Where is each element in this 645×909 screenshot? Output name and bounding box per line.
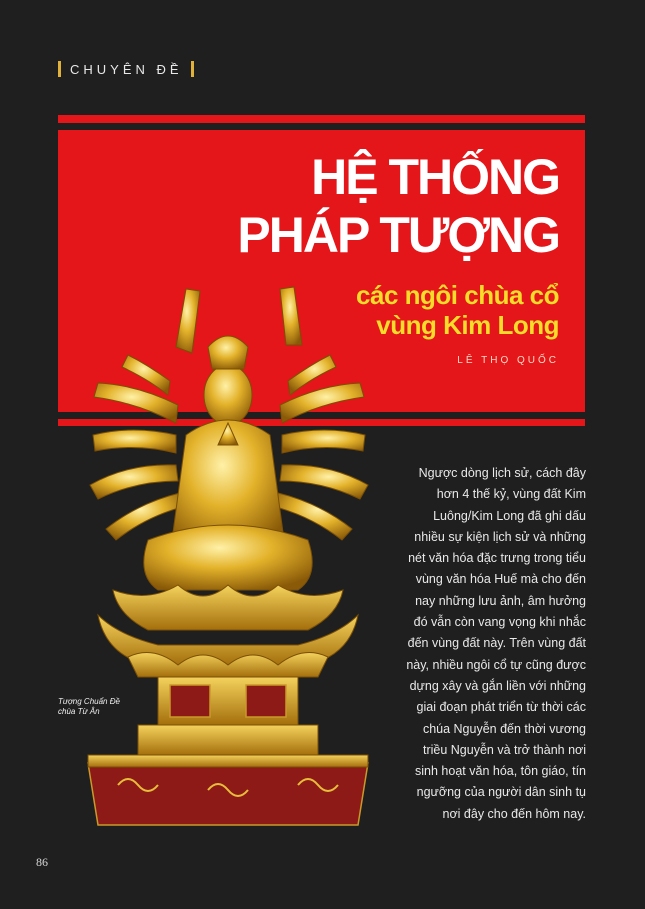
buddha-statue-photo: [58, 285, 390, 845]
article-title: [237, 148, 559, 264]
kicker-bar-left: [58, 61, 61, 77]
title-line-2: PHÁP TƯỢNG: [237, 207, 559, 263]
section-kicker: [58, 59, 194, 79]
article-body: [404, 463, 586, 825]
body-paragraph: Ngược dòng lịch sử, cách đây hơn 4 thế kỷ, vùng đất Kim Luông/Kim Long đã ghi dấu nhiều sự kiện lịch sử và những nét văn hóa đặc trưng trong tiểu vùng văn hóa Huế mà cho đến nay những lưu ảnh, âm hưởng đó vẫn còn vang vọng khi nhắc đến vùng đất này. Trên vùng đất này, nhiều ngôi cổ tự cũng được dựng xây và gắn liền với những giai đoạn phát triển từ thời các chúa Nguyễn đến thời vương triều Nguyễn và trở thành nơi sinh hoạt văn hóa, tôn giáo, tín ngưỡng của người dân sinh tụ nơi đây cho đến hôm nay.: [406, 466, 586, 821]
kicker-bar-right: [191, 61, 194, 77]
top-red-rule: [58, 115, 585, 123]
photo-caption: Tượng Chuẩn Đề chùa Từ Ân: [58, 697, 120, 716]
article-author: LÊ THỌ QUỐC: [457, 355, 559, 366]
subtitle-line-2: vùng Kim Long: [376, 310, 559, 340]
section-label: CHUYÊN ĐỀ: [70, 61, 183, 77]
title-line-1: HỆ THỐNG: [311, 149, 559, 205]
page-number: 86: [36, 855, 48, 869]
subtitle-line-1: các ngôi chùa cổ: [356, 280, 559, 310]
